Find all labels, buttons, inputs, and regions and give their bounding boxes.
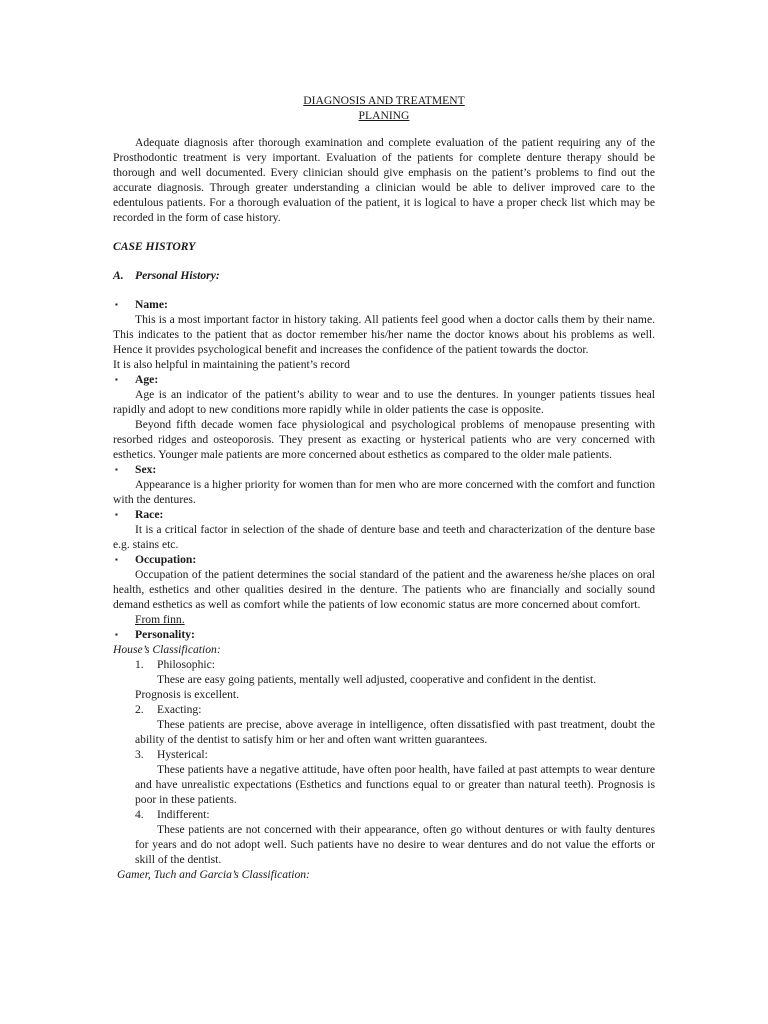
age-paragraph-2: Beyond fifth decade women face physiological and psychological problems of menopause presenting with resorbed ridges and osteoporosis. They present as exacting or hysterical patients who are very concerned with esthetics. Younger male patients are more concerned about esthetics as compared to the older male patients.	[113, 418, 655, 461]
name-paragraph-2: It is also helpful in maintaining the patient’s record	[113, 358, 350, 371]
name-heading-label: Name:	[135, 298, 168, 311]
list-item	[113, 807, 655, 822]
list-item-number: 4.	[135, 808, 144, 821]
bullet-icon: ▪	[115, 510, 118, 519]
title-line-1: DIAGNOSIS AND TREATMENT	[303, 94, 465, 107]
intro-paragraph: Adequate diagnosis after thorough examination and complete evaluation of the patient requiring any of the Prosthodontic treatment is very important. Evaluation of the patients for complete denture therapy should be thorough and well documented. Every clinician should give emphasis on the patient’s problems to find out the accurate diagnosis. Through greater understanding a clinician would be able to deliver improved care to the edentulous patients. For a thorough evaluation of the patient, it is logical to have a proper check list which may be recorded in the form of case history.	[113, 136, 655, 224]
bullet-icon: ▪	[115, 300, 118, 309]
list-item	[113, 702, 655, 717]
occupation-heading	[113, 552, 655, 567]
from-finn-note: From finn.	[135, 613, 185, 626]
age-heading	[113, 372, 655, 387]
list-item-number: 1.	[135, 658, 144, 671]
title-line-2: PLANING	[358, 109, 410, 122]
personal-history-number: A.	[113, 269, 124, 282]
list-item	[113, 657, 655, 672]
bullet-icon: ▪	[115, 555, 118, 564]
personality-heading	[113, 627, 655, 642]
list-item-number: 2.	[135, 703, 144, 716]
age-heading-label: Age:	[135, 373, 159, 386]
list-item-text: These patients are not concerned with their appearance, often go without dentures or with faulty dentures for years and do not adopt well. Such patients have no desire to wear dentures and do not value the efforts or skill of the dentist.	[135, 823, 655, 866]
list-item-label: Exacting:	[157, 703, 202, 716]
list-item-text: These patients are precise, above average in intelligence, often dissatisfied with past treatment, doubt the ability of the dentist to satisfy him or her and often want written guarantees.	[135, 718, 655, 746]
personal-history-heading	[113, 268, 655, 283]
bullet-icon: ▪	[115, 375, 118, 384]
list-item-label: Indifferent:	[157, 808, 210, 821]
list-item	[113, 747, 655, 762]
personality-heading-label: Personality:	[135, 628, 195, 641]
occupation-paragraph: Occupation of the patient determines the social standard of the patient and the awareness he/she places on oral health, esthetics and other qualities desired in the denture. The patients who are financially and socially sound demand esthetics as well as comfort while the patients of low economic status are more concerned about comfort.	[113, 568, 655, 611]
race-heading-label: Race:	[135, 508, 164, 521]
name-heading	[113, 297, 655, 312]
sex-heading-label: Sex:	[135, 463, 157, 476]
case-history-heading: CASE HISTORY	[113, 240, 196, 253]
list-item-label: Philosophic:	[157, 658, 215, 671]
list-item-text: These patients have a negative attitude, have often poor health, have failed at past attempts to wear denture and have unrealistic expectations (Esthetics and functions equal to or greater than natural teeth). Prognosis is poor in these patients.	[135, 763, 655, 806]
occupation-heading-label: Occupation:	[135, 553, 197, 566]
list-item-text: These are easy going patients, mentally well adjusted, cooperative and confident in the dentist.	[157, 673, 597, 686]
personal-history-label: Personal History:	[135, 269, 220, 282]
race-heading	[113, 507, 655, 522]
sex-paragraph: Appearance is a higher priority for women than for men who are more concerned with the comfort and function with the dentures.	[113, 478, 655, 506]
bullet-icon: ▪	[115, 465, 118, 474]
age-paragraph: Age is an indicator of the patient’s ability to wear and to use the dentures. In younger patients tissues heal rapidly and adopt to new conditions more rapidly while in older patients the case is opposite.	[113, 388, 655, 416]
document-page	[113, 93, 655, 882]
name-paragraph: This is a most important factor in history taking. All patients feel good when a doctor calls them by their name. This indicates to the patient that as doctor remember his/her name the doctor knows about his problems as well. Hence it provides psychological benefit and increases the confidence of the patient towards the doctor.	[113, 313, 655, 356]
list-item-label: Hysterical:	[157, 748, 208, 761]
title-block	[113, 93, 655, 123]
list-item-tail: Prognosis is excellent.	[135, 688, 240, 701]
sex-heading	[113, 462, 655, 477]
bullet-icon: ▪	[115, 630, 118, 639]
house-classification-heading: House’s Classification:	[113, 643, 221, 656]
gamer-classification-heading: Gamer, Tuch and Garcia’s Classification:	[117, 868, 310, 881]
race-paragraph: It is a critical factor in selection of the shade of denture base and teeth and characterization of the denture base e.g. stains etc.	[113, 523, 655, 551]
list-item-number: 3.	[135, 748, 144, 761]
